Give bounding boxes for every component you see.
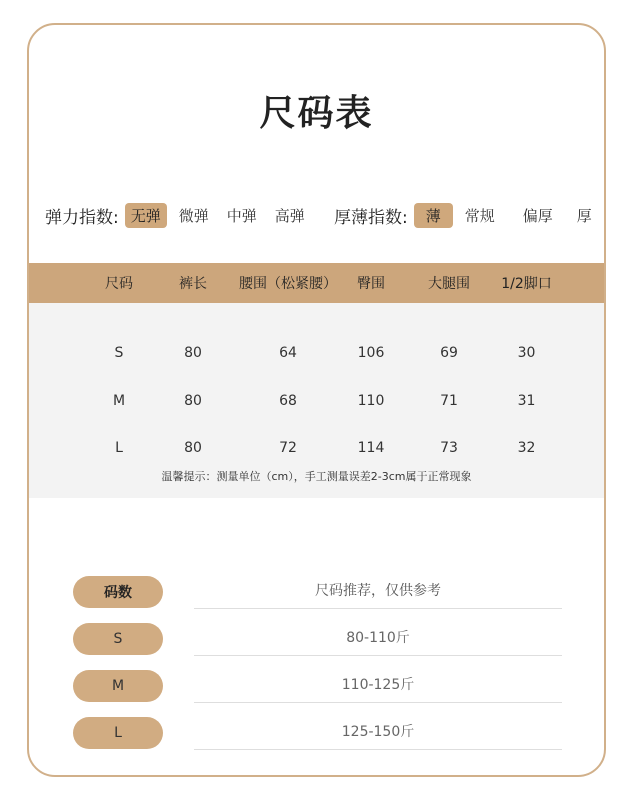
size-table-body bbox=[29, 303, 604, 498]
thickness-option-thick: 厚 bbox=[576, 206, 592, 225]
divider bbox=[194, 749, 562, 750]
thickness-option-thin: 薄 bbox=[414, 203, 453, 228]
cell-hip: 114 bbox=[357, 440, 385, 456]
thickness-option-regular: 常规 bbox=[464, 206, 495, 225]
recommendation-row bbox=[29, 670, 604, 704]
table-row bbox=[29, 345, 604, 369]
header-hip: 臀围 bbox=[357, 276, 385, 292]
cell-hem: 30 bbox=[517, 345, 536, 361]
size-label-pill: 码数 bbox=[73, 576, 163, 608]
table-row bbox=[29, 393, 604, 417]
measurement-note: 温馨提示：测量单位（cm），手工测量误差2-3cm属于正常现象 bbox=[161, 470, 472, 483]
size-pill: S bbox=[73, 623, 163, 655]
weight-range: 110-125斤 bbox=[341, 677, 415, 693]
cell-waist: 72 bbox=[279, 440, 297, 456]
cell-hip: 106 bbox=[357, 345, 385, 361]
cell-thigh: 73 bbox=[440, 440, 458, 456]
cell-thigh: 71 bbox=[440, 393, 458, 409]
recommendation-row bbox=[29, 717, 604, 751]
thickness-index bbox=[334, 201, 604, 229]
elasticity-option-medium: 中弹 bbox=[226, 206, 257, 225]
cell-length: 80 bbox=[184, 345, 202, 361]
divider bbox=[194, 702, 562, 703]
recommendation-title: 尺码推荐，仅供参考 bbox=[315, 583, 441, 599]
elasticity-index bbox=[45, 201, 317, 229]
cell-thigh: 69 bbox=[440, 345, 458, 361]
cell-waist: 68 bbox=[279, 393, 297, 409]
weight-range: 125-150斤 bbox=[341, 724, 415, 740]
cell-hem: 31 bbox=[517, 393, 536, 409]
header-size: 尺码 bbox=[105, 276, 133, 292]
page-title: 尺码表 bbox=[259, 93, 374, 134]
header-waist: 腰围（松紧腰） bbox=[239, 276, 337, 292]
header-hem: 1/2脚口 bbox=[501, 276, 552, 292]
cell-waist: 64 bbox=[279, 345, 297, 361]
size-table-header bbox=[29, 263, 604, 303]
elasticity-option-none: 无弹 bbox=[125, 203, 167, 228]
divider bbox=[194, 608, 562, 609]
cell-size: L bbox=[115, 440, 123, 456]
weight-range: 80-110斤 bbox=[346, 630, 410, 646]
cell-hip: 110 bbox=[357, 393, 385, 409]
header-length: 裤长 bbox=[179, 276, 207, 292]
size-pill: L bbox=[73, 717, 163, 749]
table-row bbox=[29, 440, 604, 464]
elasticity-label: 弹力指数: bbox=[45, 207, 119, 228]
cell-size: S bbox=[114, 345, 124, 361]
recommendation-header bbox=[29, 576, 604, 610]
cell-size: M bbox=[112, 393, 126, 409]
thickness-option-thickish: 偏厚 bbox=[522, 206, 553, 225]
size-chart-card bbox=[27, 23, 606, 777]
elasticity-option-slight: 微弹 bbox=[178, 206, 209, 225]
cell-length: 80 bbox=[184, 393, 202, 409]
recommendation-row bbox=[29, 623, 604, 657]
header-thigh: 大腿围 bbox=[428, 276, 470, 292]
cell-hem: 32 bbox=[517, 440, 536, 456]
elasticity-option-high: 高弹 bbox=[274, 206, 305, 225]
divider bbox=[194, 655, 562, 656]
thickness-label: 厚薄指数: bbox=[334, 207, 408, 228]
size-pill: M bbox=[73, 670, 163, 702]
cell-length: 80 bbox=[184, 440, 202, 456]
